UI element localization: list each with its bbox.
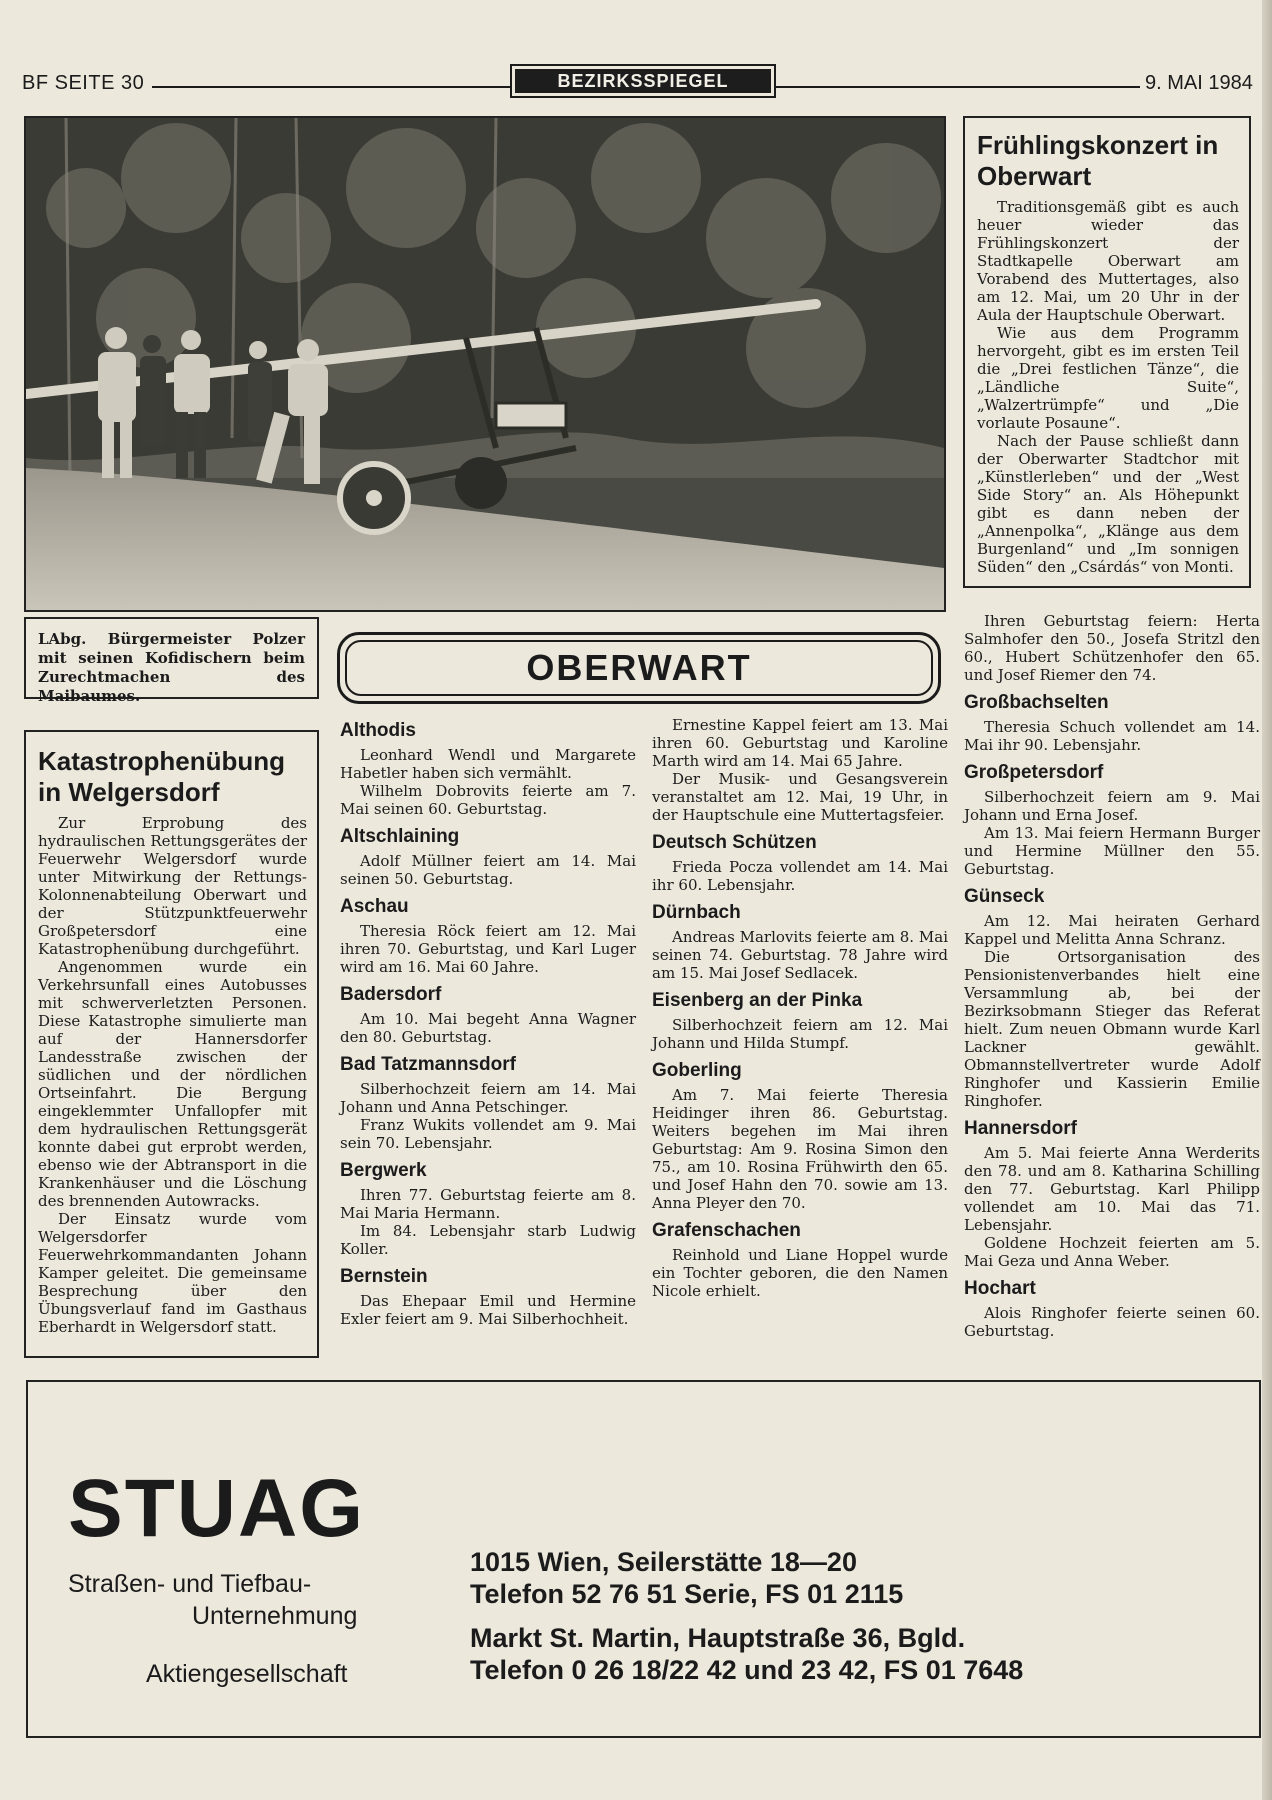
ad-company-line: Straßen- und Tiefbau- — [68, 1570, 312, 1598]
page-number: BF SEITE 30 — [22, 72, 145, 94]
news-text: Am 10. Mai begeht Anna Wagner den 80. Geburtstag. — [340, 1010, 636, 1046]
news-text: Silberhochzeit feiern am 14. Mai Johann und Anna Petschinger. — [340, 1080, 636, 1116]
news-column-3 — [964, 612, 1260, 1340]
place-heading: Deutsch Schützen — [652, 832, 817, 853]
konzert-paragraph: Traditionsgemäß gibt es auch heuer wieder das Frühlingskonzert der Stadtkapelle Oberwart am Vorabend des Muttertages, also am 12. Mai, um 20 Uhr in der Aula der Hauptschule Oberwart. — [977, 198, 1239, 324]
col2-entry — [652, 990, 948, 1052]
stuag-logo: STUAG — [68, 1463, 365, 1554]
news-text: Alois Ringhofer feierte seinen 60. Geburtstag. — [964, 1304, 1260, 1340]
place-heading: Großbachselten — [964, 692, 1109, 713]
news-text: Silberhochzeit feiern am 9. Mai Johann und Erna Josef. — [964, 788, 1260, 824]
col3-entry — [964, 1278, 1260, 1340]
news-text: Im 84. Lebensjahr starb Ludwig Koller. — [340, 1222, 636, 1258]
photo-maibaum-icon — [26, 118, 944, 610]
section-label-text: BEZIRKSSPIEGEL — [515, 69, 771, 93]
col1-entry — [340, 1160, 636, 1258]
ad-company-line: Unternehmung — [192, 1602, 358, 1630]
news-text: Ernestine Kappel feiert am 13. Mai ihren 60. Geburtstag und Karoline Marth wird am 14. Mai 65 Jahre. — [652, 716, 948, 770]
news-text: Das Ehepaar Emil und Hermine Exler feiert am 9. Mai Silberhochheit. — [340, 1292, 636, 1328]
header-rule-right — [776, 86, 1140, 88]
header-rule-left — [152, 86, 510, 88]
place-heading: Bergwerk — [340, 1160, 427, 1181]
ad-address-line: 1015 Wien, Seilerstätte 18—20 — [470, 1547, 857, 1577]
maibaum-photo — [24, 116, 946, 612]
news-text: Leonhard Wendl und Margarete Habetler haben sich vermählt. — [340, 746, 636, 782]
katastrophe-paragraph: Zur Erprobung des hydraulischen Rettungsgerätes der Feuerwehr Welgersdorf wurde unter Mitwirkung der Rettungs-Kolonnenabteilung Oberwart und der Stützpunktfeuerwehr Großpetersdorf eine Katastrophenübung durchgeführt. — [38, 814, 307, 958]
place-heading: Großpetersdorf — [964, 762, 1104, 783]
news-text: Reinhold und Liane Hoppel wurde ein Tochter geboren, die den Namen Nicole erhielt. — [652, 1246, 948, 1300]
col1-entry — [340, 896, 636, 976]
ad-company-line: Aktiengesellschaft — [146, 1660, 348, 1688]
news-text: Ihren Geburtstag feiern: Herta Salmhofer den 50., Josefa Stritzl den 60., Hubert Schützenhofer den 65. und Josef Riemer den 74. — [964, 612, 1260, 684]
news-text: Am 5. Mai feierte Anna Werderits den 78. und am 8. Katharina Schilling den 77. Geburtstag. Karl Philipp vollendet am 10. Mai das 71. Lebensjahr. — [964, 1144, 1260, 1234]
news-text: Ihren 77. Geburtstag feierte am 8. Mai Maria Hermann. — [340, 1186, 636, 1222]
news-text: Frieda Pocza vollendet am 14. Mai ihr 60. Lebensjahr. — [652, 858, 948, 894]
konzert-title: Frühlingskonzert in Oberwart — [977, 130, 1219, 191]
col3-entry — [964, 762, 1260, 878]
col1-entry — [340, 984, 636, 1046]
ad-address-line: Markt St. Martin, Hauptstraße 36, Bgld. — [470, 1623, 966, 1653]
news-text: Am 7. Mai feierte Theresia Heidinger ihren 86. Geburtstag. Weiters begehen im Mai ihren Geburtstag: Am 9. Rosina Simon den 75., am 10. Rosina Frühwirth den 65. und Josef Hahn den 70. sowie am 13. Anna Pleyer den 70. — [652, 1086, 948, 1212]
place-heading: Grafenschachen — [652, 1220, 801, 1241]
news-column-1 — [340, 712, 636, 1328]
col2-entry — [652, 902, 948, 982]
col3-entry — [964, 692, 1260, 754]
news-column-2 — [652, 716, 948, 1300]
col1-entry — [340, 720, 636, 818]
katastrophe-title: Katastrophenübung in Welgersdorf — [38, 746, 285, 807]
news-text: Goldene Hochzeit feierten am 5. Mai Geza und Anna Weber. — [964, 1234, 1260, 1270]
news-text: Silberhochzeit feiern am 12. Mai Johann und Hilda Stumpf. — [652, 1016, 948, 1052]
issue-date: 9. MAI 1984 — [1145, 72, 1253, 94]
place-heading: Badersdorf — [340, 984, 442, 1005]
place-heading: Bernstein — [340, 1266, 428, 1287]
news-text: Der Musik- und Gesangsverein veranstaltet am 12. Mai, 19 Uhr, in der Hauptschule eine Muttertagsfeier. — [652, 770, 948, 824]
konzert-article — [963, 116, 1251, 588]
news-text: Theresia Schuch vollendet am 14. Mai ihr 90. Lebensjahr. — [964, 718, 1260, 754]
news-text: Adolf Müllner feiert am 14. Mai seinen 50. Geburtstag. — [340, 852, 636, 888]
news-text: Am 13. Mai feiern Hermann Burger und Hermine Müllner den 55. Geburtstag. — [964, 824, 1260, 878]
col3-entry — [964, 886, 1260, 1110]
katastrophe-paragraph: Angenommen wurde ein Verkehrsunfall eines Autobusses mit schwerverletzten Personen. Diese Katastrophe simulierte man auf der Hannersdorfer Landesstraße zwischen der südlichen und der nördlichen Ortseinfahrt. Die Bergung eingeklemmter Unfallopfer mit dem hydraulischen Rettungsgerät konnte dabei gut erprobt werden, ebenso wie der Abtransport in die Krankenhäuser und die Löschung des brennenden Autowracks. — [38, 958, 307, 1210]
katastrophe-paragraph: Der Einsatz wurde vom Welgersdorfer Feuerwehrkommandanten Johann Kamper geleitet. Die gemeinsame Besprechung über den Übungsverlauf fand im Gasthaus Eberhardt in Welgersdorf statt. — [38, 1210, 307, 1336]
col1-entry — [340, 826, 636, 888]
news-text: Die Ortsorganisation des Pensionistenverbandes hielt eine Versammlung ab, bei der Bezirksobmann Stieger das Referat hielt. Zum neuen Obmann wurde Karl Lackner gewählt. Obmannstellvertreter wurde Adolf Ringhofer und Kassierin Emilie Ringhofer. — [964, 948, 1260, 1110]
place-heading: Goberling — [652, 1060, 742, 1081]
stuag-advertisement — [26, 1380, 1261, 1738]
col1-entry — [340, 1266, 636, 1328]
place-heading: Hochart — [964, 1278, 1036, 1299]
oberwart-banner-text: OBERWART — [345, 640, 933, 696]
konzert-paragraph: Nach der Pause schließt dann der Oberwarter Stadtchor mit „Künstlerleben“ und der „West Side Story“ an. Als Höhepunkt gibt es dann neben der „Annenpolka“, „Klänge aus dem Burgenland“ und „Im sonnigen Süden“ den „Csárdás“ von Monti. — [977, 432, 1239, 576]
col2-entry — [652, 1220, 948, 1300]
photo-caption: LAbg. Bürgermeister Polzer mit seinen Kofidischern beim Zurechtmachen des Maibaumes. — [24, 617, 319, 699]
place-heading: Altschlaining — [340, 826, 460, 847]
place-heading: Eisenberg an der Pinka — [652, 990, 863, 1011]
place-heading: Hannersdorf — [964, 1118, 1077, 1139]
col2-entry — [652, 1060, 948, 1212]
konzert-paragraph: Wie aus dem Programm hervorgeht, gibt es im ersten Teil die „Drei festlichen Tänze“, die „Ländliche Suite“, „Walzertrümpfe“ und „Die vorlaute Posaune“. — [977, 324, 1239, 432]
place-heading: Dürnbach — [652, 902, 741, 923]
news-text: Franz Wukits vollendet am 9. Mai sein 70. Lebensjahr. — [340, 1116, 636, 1152]
oberwart-banner — [337, 632, 941, 704]
ad-address-line: Telefon 0 26 18/22 42 und 23 42, FS 01 7648 — [470, 1655, 1024, 1685]
katastrophe-article — [24, 730, 319, 1358]
place-heading: Althodis — [340, 720, 416, 741]
place-heading: Bad Tatzmannsdorf — [340, 1054, 516, 1075]
news-text: Wilhelm Dobrovits feierte am 7. Mai seinen 60. Geburtstag. — [340, 782, 636, 818]
ad-address-line: Telefon 52 76 51 Serie, FS 01 2115 — [470, 1579, 904, 1609]
place-heading: Aschau — [340, 896, 409, 917]
section-label — [510, 64, 776, 98]
col1-entry — [340, 1054, 636, 1152]
news-text: Theresia Röck feiert am 12. Mai ihren 70. Geburtstag, und Karl Luger wird am 16. Mai 60 Jahre. — [340, 922, 636, 976]
page-edge — [1262, 0, 1272, 1800]
news-text: Am 12. Mai heiraten Gerhard Kappel und Melitta Anna Schranz. — [964, 912, 1260, 948]
news-text: Andreas Marlovits feierte am 8. Mai seinen 74. Geburtstag. 78 Jahre wird am 15. Mai Josef Sedlacek. — [652, 928, 948, 982]
col2-entry — [652, 832, 948, 894]
place-heading: Günseck — [964, 886, 1045, 907]
col3-entry — [964, 1118, 1260, 1270]
